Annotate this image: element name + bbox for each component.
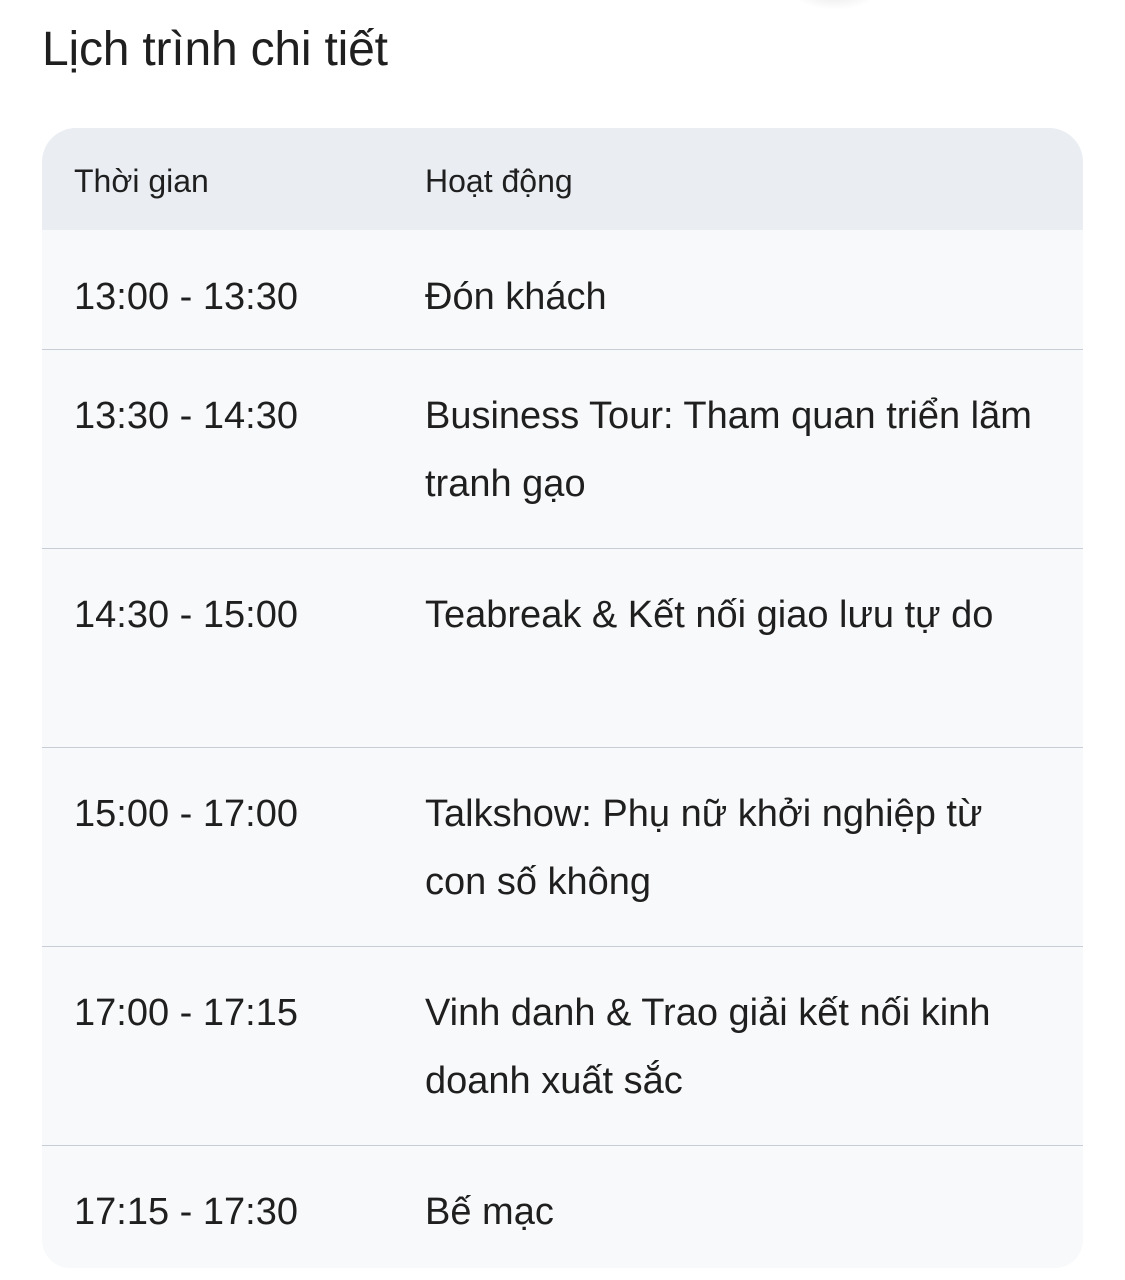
table-row (42, 350, 1083, 549)
row-time: 15:00 - 17:00 (74, 793, 298, 835)
row-time: 14:30 - 15:00 (74, 594, 298, 636)
table-row (42, 230, 1083, 350)
row-activity: Bế mạc (425, 1191, 554, 1233)
header-activity: Hoạt động (425, 162, 573, 199)
row-activity: Vinh danh & Trao giải kết nối kinh doanh xuất sắc (425, 992, 991, 1102)
header-time: Thời gian (74, 162, 209, 199)
row-time: 17:00 - 17:15 (74, 992, 298, 1034)
row-time: 17:15 - 17:30 (74, 1191, 298, 1233)
table-row (42, 1146, 1083, 1268)
table-header (42, 128, 1083, 230)
row-activity: Talkshow: Phụ nữ khởi nghiệp từ con số không (425, 793, 983, 903)
row-time: 13:00 - 13:30 (74, 276, 298, 318)
row-time: 13:30 - 14:30 (74, 395, 298, 437)
floating-element-shadow (790, 0, 880, 10)
table-row (42, 947, 1083, 1146)
row-activity: Business Tour: Tham quan triển lãm tranh gạo (425, 395, 1032, 505)
row-activity: Teabreak & Kết nối giao lưu tự do (425, 594, 994, 636)
table-row (42, 748, 1083, 947)
page-title: Lịch trình chi tiết (42, 23, 388, 76)
row-activity: Đón khách (425, 276, 607, 318)
table-row (42, 549, 1083, 748)
schedule-table (42, 128, 1083, 1268)
